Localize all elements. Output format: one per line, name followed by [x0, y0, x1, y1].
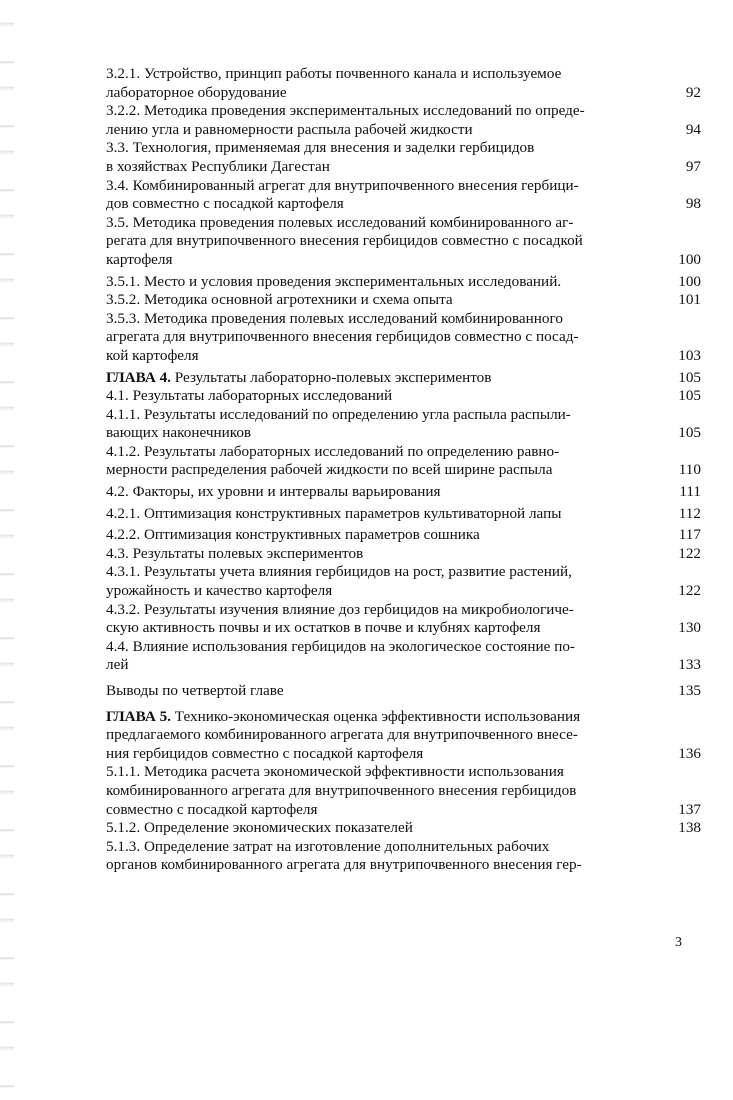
toc-entry-line — [106, 563, 703, 582]
toc-entry-text: 4.4. Влияние использования гербицидов на экологическое состояние по- — [106, 637, 575, 655]
toc-entry-line — [106, 214, 703, 233]
toc-entry-text: ния гербицидов совместно с посадкой картофеля — [106, 744, 424, 762]
toc-entry — [106, 310, 703, 366]
toc-page-number: 101 — [678, 291, 701, 309]
toc-entry-line — [106, 838, 703, 857]
toc-page-number: 112 — [678, 504, 701, 522]
toc-entry — [106, 638, 703, 675]
toc-page-number: 105 — [678, 368, 701, 386]
toc-entry-line — [106, 726, 703, 745]
toc-entry-text: 3.4. Комбинированный агрегат для внутрипочвенного внесения гербици- — [106, 176, 579, 194]
toc-entry-line — [106, 424, 703, 443]
toc-entry-line — [106, 745, 703, 764]
toc-entry — [106, 273, 703, 292]
toc-entry-text: скую активность почвы и их остатков в почве и клубнях картофеля — [106, 619, 541, 637]
toc-entry — [106, 505, 703, 524]
toc-entry-line — [106, 102, 703, 121]
toc-entry-line — [106, 619, 703, 638]
toc-entry-text: в хозяйствах Республики Дагестан — [106, 157, 330, 175]
toc-entry-line — [106, 177, 703, 196]
toc-entry — [106, 291, 703, 310]
toc-page-number: 122 — [678, 544, 701, 562]
toc-entry — [106, 102, 703, 139]
page-number: 3 — [675, 935, 682, 950]
toc-entry — [106, 819, 703, 838]
toc-entry-text: агрегата для внутрипочвенного внесения гербицидов совместно с посад- — [106, 328, 579, 346]
chapter-label: ГЛАВА 5. — [106, 707, 171, 725]
toc-entry-line — [106, 443, 703, 462]
toc-page-number: 103 — [678, 346, 701, 364]
toc-entry-text: 3.5. Методика проведения полевых исследований комбинированного аг- — [106, 213, 574, 231]
toc-entry-line — [106, 545, 703, 564]
table-of-contents — [106, 65, 703, 875]
toc-entry-text: лабораторное оборудование — [106, 83, 287, 101]
toc-entry-line — [106, 273, 703, 292]
toc-entry-text: органов комбинированного агрегата для внутрипочвенного внесения гер- — [106, 856, 582, 874]
toc-entry-text: 3.2.1. Устройство, принцип работы почвенного канала и используемое — [106, 65, 562, 82]
toc-entry — [106, 763, 703, 819]
toc-entry-text: 3.5.1. Место и условия проведения экспериментальных исследований. — [106, 272, 562, 290]
toc-entry-line — [106, 483, 703, 502]
toc-entry-text: Технико-экономическая оценка эффективности использования — [170, 707, 581, 725]
toc-entry-line — [106, 582, 703, 601]
toc-entry-line — [106, 387, 703, 406]
toc-entry — [106, 483, 703, 502]
toc-entry-line — [106, 638, 703, 657]
toc-entry-text: 4.1. Результаты лабораторных исследований — [106, 387, 393, 405]
toc-page-number: 122 — [678, 582, 701, 600]
toc-entry-text: 5.1.2. Определение экономических показателей — [106, 819, 413, 837]
toc-entry — [106, 601, 703, 638]
toc-entry-line — [106, 251, 703, 270]
toc-page-number: 110 — [678, 461, 701, 479]
chapter-label: ГЛАВА 4. — [106, 368, 171, 386]
toc-entry-text: дов совместно с посадкой картофеля — [106, 195, 344, 213]
toc-entry-text: 3.2.2. Методика проведения экспериментальных исследований по опреде- — [106, 102, 585, 120]
toc-page-number: 111 — [679, 483, 701, 501]
toc-entry — [106, 526, 703, 545]
toc-entry-text: мерности распределения рабочей жидкости по всей ширине распыла — [106, 461, 553, 479]
toc-page-number: 138 — [678, 819, 701, 837]
toc-entry-line — [106, 656, 703, 675]
toc-entry-line — [106, 682, 703, 701]
toc-page-number: 117 — [678, 526, 701, 544]
toc-entry-line — [106, 763, 703, 782]
toc-entry — [106, 387, 703, 406]
toc-page-number: 100 — [678, 272, 701, 290]
toc-entry-line — [106, 121, 703, 140]
toc-entry-text: 4.2.1. Оптимизация конструктивных параметров культиваторной лапы — [106, 504, 562, 522]
toc-entry-line — [106, 505, 703, 524]
toc-page-number: 105 — [678, 387, 701, 405]
toc-entry-line — [106, 84, 703, 103]
toc-entry-text: вающих наконечников — [106, 424, 252, 442]
toc-entry-text: регата для внутрипочвенного внесения гербицидов совместно с посадкой — [106, 232, 583, 250]
toc-entry-text: 3.5.3. Методика проведения полевых исследований комбинированного — [106, 309, 563, 327]
toc-entry — [106, 545, 703, 564]
toc-entry-text: урожайность и качество картофеля — [106, 582, 333, 600]
toc-entry-line — [106, 526, 703, 545]
toc-page-number: 92 — [685, 83, 701, 101]
toc-entry-line — [106, 328, 703, 347]
toc-entry-text: 4.3.2. Результаты изучения влияние доз гербицидов на микробиологиче- — [106, 600, 574, 618]
toc-entry-text: 4.2.2. Оптимизация конструктивных параметров сошника — [106, 526, 480, 544]
toc-entry-line — [106, 232, 703, 251]
toc-entry-line — [106, 601, 703, 620]
toc-entry — [106, 214, 703, 270]
toc-entry-line — [106, 801, 703, 820]
toc-entry-line — [106, 708, 703, 727]
toc-entry-text: 4.1.1. Результаты исследований по определению угла распыла распыли- — [106, 405, 571, 423]
toc-entry — [106, 139, 703, 176]
toc-entry — [106, 838, 703, 875]
toc-entry-text: совместно с посадкой картофеля — [106, 800, 318, 818]
toc-entry-text: комбинированного агрегата для внутрипочвенного внесения гербицидов — [106, 781, 577, 799]
toc-entry-text: 5.1.3. Определение затрат на изготовление дополнительных рабочих — [106, 837, 550, 855]
toc-entry-line — [106, 369, 703, 388]
toc-entry-text: 4.2. Факторы, их уровни и интервалы варьирования — [106, 483, 441, 501]
toc-entry — [106, 443, 703, 480]
toc-page-number: 135 — [678, 682, 701, 699]
toc-entry-line — [106, 347, 703, 366]
toc-page-number: 98 — [685, 195, 701, 213]
toc-entry-line — [106, 291, 703, 310]
toc-entry-text: Выводы по четвертой главе — [106, 682, 284, 699]
toc-entry — [106, 708, 703, 764]
toc-entry-line — [106, 139, 703, 158]
toc-entry-text: лению угла и равномерности распыла рабочей жидкости — [106, 120, 473, 138]
toc-page-number: 136 — [678, 744, 701, 762]
toc-entry-text: 3.5.2. Методика основной агротехники и схема опыта — [106, 291, 453, 309]
toc-entry-line — [106, 158, 703, 177]
toc-entry-line — [106, 819, 703, 838]
toc-entry-text: 4.3. Результаты полевых экспериментов — [106, 544, 364, 562]
toc-entry-line — [106, 782, 703, 801]
toc-entry-text: картофеля — [106, 250, 173, 268]
toc-entry-text: 4.3.1. Результаты учета влияния гербицидов на рост, развитие растений, — [106, 563, 572, 581]
toc-entry-line — [106, 195, 703, 214]
toc-entry — [106, 406, 703, 443]
toc-page-number: 133 — [678, 656, 701, 674]
toc-entry-line — [106, 856, 703, 875]
toc-entry-text: лей — [106, 656, 129, 674]
toc-entry — [106, 65, 703, 102]
toc-entry-line — [106, 310, 703, 329]
toc-entry — [106, 177, 703, 214]
toc-entry-line — [106, 406, 703, 425]
toc-entry-text: кой картофеля — [106, 346, 199, 364]
toc-entry — [106, 563, 703, 600]
toc-entry — [106, 369, 703, 388]
toc-entry-text: предлагаемого комбинированного агрегата для внутрипочвенного внесе- — [106, 726, 578, 744]
toc-entry-text: Результаты лабораторно-полевых экспериментов — [170, 368, 492, 386]
scan-edge-artifact — [0, 0, 14, 1100]
toc-page-number: 100 — [678, 250, 701, 268]
toc-entry-text: 4.1.2. Результаты лабораторных исследований по определению равно- — [106, 442, 560, 460]
toc-entry-line — [106, 65, 703, 84]
toc-page-number: 137 — [678, 800, 701, 818]
toc-page-number: 130 — [678, 619, 701, 637]
toc-page-number: 97 — [685, 157, 701, 175]
toc-entry-line — [106, 461, 703, 480]
toc-page-number: 94 — [685, 120, 701, 138]
toc-entry-text: 5.1.1. Методика расчета экономической эффективности использования — [106, 763, 564, 781]
toc-entry — [106, 682, 703, 701]
toc-page-number: 105 — [678, 424, 701, 442]
toc-entry-text: 3.3. Технология, применяемая для внесения и заделки гербицидов — [106, 139, 535, 157]
